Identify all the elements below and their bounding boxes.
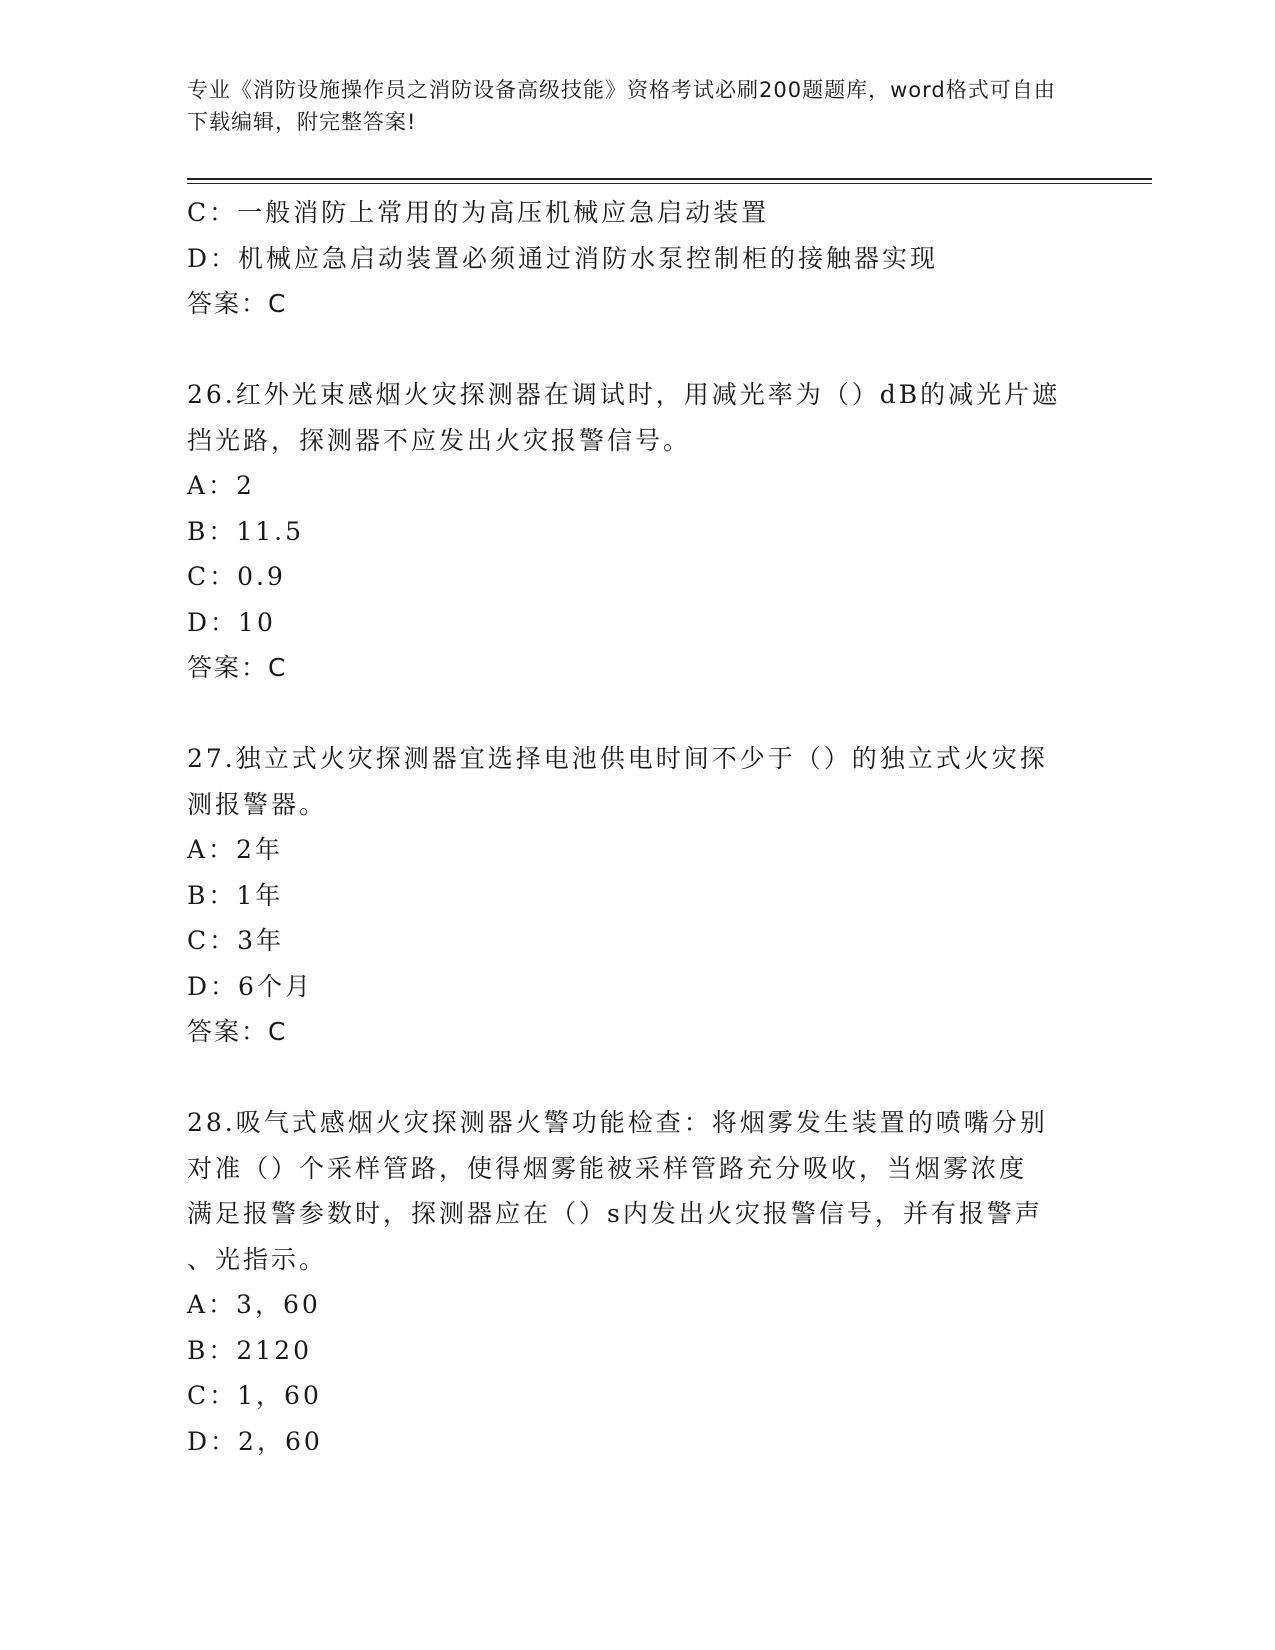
question-stem: 满足报警参数时，探测器应在（）s内发出火灾报警信号，并有报警声 [187, 1199, 1043, 1228]
option-a: A：3，60 [187, 1290, 321, 1319]
option-d: D：10 [187, 607, 276, 637]
question-stem: 27.独立式火灾探测器宜选择电池供电时间不少于（）的独立式火灾探 [187, 744, 1048, 773]
question-stem: 对准（）个采样管路，使得烟雾能被采样管路充分吸收，当烟雾浓度 [187, 1153, 1028, 1183]
page-header: 专业《消防设施操作员之消防设备高级技能》资格考试必刷200题题库，word格式可自由下载编辑，附完整答案! [187, 78, 1056, 134]
option-d: D：机械应急启动装置必须通过消防水泵控制柜的接触器实现 [187, 243, 939, 273]
option-a: A：2年 [187, 835, 283, 864]
question-stem: 测报警器。 [187, 789, 328, 819]
header-divider-thin [187, 183, 1152, 184]
option-b: B：1年 [187, 880, 284, 910]
option-b: B：2120 [187, 1335, 312, 1365]
answer: 答案：C [187, 1017, 288, 1046]
option-a: A：2 [187, 471, 255, 500]
option-c: C：一般消防上常用的为高压机械应急启动装置 [187, 198, 770, 227]
option-c: C：3年 [187, 926, 285, 955]
question-stem: 挡光路，探测器不应发出火灾报警信号。 [187, 425, 692, 455]
answer: 答案：C [187, 653, 288, 682]
question-list [187, 190, 1087, 1464]
question-28 [187, 1100, 1087, 1464]
option-d: D：6个月 [187, 971, 313, 1001]
header-divider-thick [187, 178, 1152, 180]
option-c: C：0.9 [187, 562, 286, 591]
answer: 答案：C [187, 289, 288, 318]
question-27 [187, 736, 1087, 1055]
question-stem: 26.红外光束感烟火灾探测器在调试时，用减光率为（）dB的减光片遮 [187, 380, 1061, 409]
question-26 [187, 372, 1087, 691]
option-b: B：11.5 [187, 516, 305, 546]
previous-question-tail [187, 190, 1087, 327]
option-c: C：1，60 [187, 1381, 322, 1410]
question-stem: 28.吸气式感烟火灾探测器火警功能检查：将烟雾发生装置的喷嘴分别 [187, 1108, 1048, 1137]
option-d: D：2，60 [187, 1426, 323, 1456]
question-stem: 、光指示。 [187, 1244, 328, 1274]
